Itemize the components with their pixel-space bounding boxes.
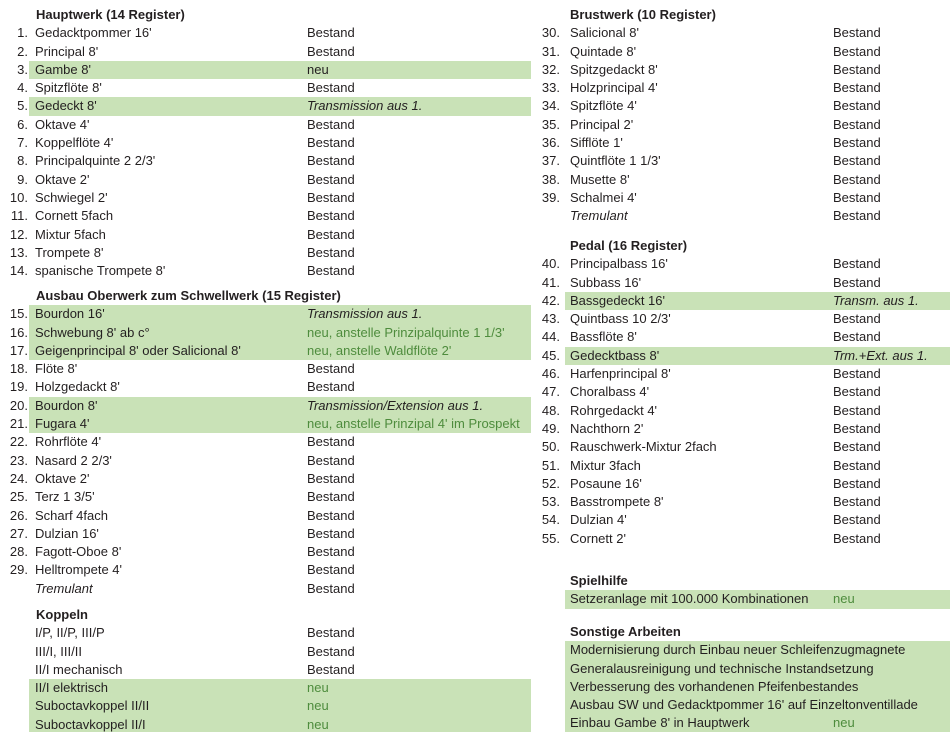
register-row (0, 305, 531, 323)
register-status: Bestand (833, 116, 881, 132)
register-number: 9. (17, 171, 28, 187)
register-status: Bestand (833, 256, 881, 272)
register-row (536, 347, 950, 365)
register-status: Bestand (307, 507, 355, 523)
register-name: Einbau Gambe 8' in Hauptwerk (570, 715, 750, 731)
register-number: 29. (9, 562, 28, 578)
register-name: I/P, II/P, III/P (35, 625, 105, 641)
register-number: 7. (17, 135, 28, 151)
register-row (0, 116, 531, 134)
register-number: 16. (9, 324, 28, 340)
register-status: Bestand (307, 379, 355, 395)
register-status: Bestand (307, 189, 355, 205)
register-name: II/I mechanisch (35, 661, 123, 677)
register-row (0, 507, 531, 525)
section-koppeln (0, 606, 531, 732)
register-name: Cornett 2' (570, 530, 626, 546)
register-status: Bestand (833, 171, 881, 187)
register-number: 11. (10, 208, 28, 224)
register-row (536, 438, 950, 456)
register-number: 39. (541, 189, 560, 205)
register-status: Bestand (307, 580, 355, 596)
register-name: Koppelflöte 4' (35, 135, 114, 151)
register-number: 6. (17, 116, 28, 132)
register-row (0, 643, 531, 661)
register-status: Bestand (833, 402, 881, 418)
register-number: 19. (9, 379, 28, 395)
register-row (536, 678, 950, 696)
register-row (0, 624, 531, 642)
register-number: 21. (9, 416, 28, 432)
register-name: Nachthorn 2' (570, 420, 644, 436)
section-title: Sonstige Arbeiten (570, 624, 681, 639)
register-status: Bestand (307, 244, 355, 260)
register-row (0, 342, 531, 360)
register-row (536, 328, 950, 346)
register-number: 14. (9, 263, 28, 279)
register-name: Tremulant (570, 208, 628, 224)
register-status: Bestand (307, 452, 355, 468)
register-status: Bestand (307, 208, 355, 224)
register-row (536, 24, 950, 42)
register-status: Bestand (833, 25, 881, 41)
register-status: Bestand (833, 329, 881, 345)
register-row (0, 679, 531, 697)
register-number: 13. (9, 244, 28, 260)
register-name: Bassflöte 8' (570, 329, 637, 345)
register-name: Geigenprincipal 8' oder Salicional 8' (35, 342, 241, 358)
register-status: Bestand (833, 311, 881, 327)
register-status: Bestand (307, 470, 355, 486)
register-name: Harfenprincipal 8' (570, 366, 671, 382)
register-status: Trm.+Ext. aus 1. (833, 347, 928, 363)
register-status: Transmission aus 1. (307, 306, 423, 322)
register-status: Bestand (833, 135, 881, 151)
register-status: Bestand (833, 61, 881, 77)
register-row (0, 397, 531, 415)
register-row (0, 207, 531, 225)
register-number: 41. (541, 274, 560, 290)
register-name: Salicional 8' (570, 25, 639, 41)
register-row (536, 79, 950, 97)
register-row (536, 310, 950, 328)
section-ausbau-schwellwerk (0, 287, 531, 598)
register-name: Principalbass 16' (570, 256, 668, 272)
row-highlight (29, 97, 531, 115)
register-row (536, 493, 950, 511)
register-status: Bestand (307, 226, 355, 242)
register-row (536, 43, 950, 61)
register-number: 55. (541, 530, 560, 546)
column-right (536, 0, 950, 732)
section-title: Pedal (16 Register) (570, 238, 688, 253)
register-name: Holzprincipal 4' (570, 80, 658, 96)
register-name: Cornett 5fach (35, 208, 114, 224)
register-number: 2. (17, 43, 28, 59)
register-row (0, 452, 531, 470)
register-row (536, 171, 950, 189)
register-status: neu (307, 61, 329, 77)
register-number: 5. (17, 98, 28, 114)
register-name: Generalausreinigung und technische Instandsetzung (570, 660, 874, 676)
register-number: 15. (9, 306, 28, 322)
register-status: Bestand (307, 361, 355, 377)
register-name: Subbass 16' (570, 274, 642, 290)
register-number: 10. (9, 189, 28, 205)
register-name: Tremulant (35, 580, 93, 596)
register-name: Oktave 2' (35, 470, 90, 486)
register-number: 3. (17, 61, 28, 77)
register-status: Bestand (307, 116, 355, 132)
register-status: Bestand (307, 25, 355, 41)
register-name: Bassgedeckt 16' (570, 292, 665, 308)
register-status: neu (307, 698, 329, 714)
row-highlight (29, 61, 531, 79)
register-row (0, 171, 531, 189)
register-row (0, 79, 531, 97)
register-status: Transmission aus 1. (307, 98, 423, 114)
register-row (0, 24, 531, 42)
section-title: Ausbau Oberwerk zum Schwellwerk (15 Register) (36, 288, 341, 303)
register-row (0, 661, 531, 679)
register-status: Bestand (833, 457, 881, 473)
register-name: Suboctavkoppel II/II (35, 698, 150, 714)
register-status: Transm. aus 1. (833, 292, 919, 308)
register-number: 36. (541, 135, 560, 151)
register-number: 49. (541, 420, 560, 436)
register-name: Ausbau SW und Gedacktpommer 16' auf Einzeltonventillade (570, 697, 918, 713)
register-row (0, 152, 531, 170)
register-row (0, 244, 531, 262)
register-status: Transmission/Extension aus 1. (307, 397, 484, 413)
section-heading-brustwerk (536, 6, 950, 24)
section-pedal (536, 237, 950, 548)
register-name: Quintade 8' (570, 43, 637, 59)
register-name: Schwiegel 2' (35, 189, 108, 205)
register-name: Principalquinte 2 2/3' (35, 153, 156, 169)
register-number: 18. (9, 361, 28, 377)
register-number: 37. (541, 153, 560, 169)
section-heading-hauptwerk (0, 6, 531, 24)
register-number: 53. (541, 494, 560, 510)
register-name: Bourdon 8' (35, 397, 98, 413)
register-row (536, 152, 950, 170)
register-status: Bestand (307, 625, 355, 641)
register-row (536, 696, 950, 714)
register-name: Principal 8' (35, 43, 99, 59)
register-status: Bestand (307, 562, 355, 578)
register-name: Suboctavkoppel II/I (35, 716, 146, 732)
register-status: Bestand (307, 80, 355, 96)
register-row (536, 189, 950, 207)
register-row (0, 580, 531, 598)
register-status: neu (307, 716, 329, 732)
register-row (0, 226, 531, 244)
register-name: Setzeranlage mit 100.000 Kombinationen (570, 591, 809, 607)
register-number: 38. (541, 171, 560, 187)
register-row (536, 97, 950, 115)
register-name: Quintbass 10 2/3' (570, 311, 671, 327)
register-name: Choralbass 4' (570, 384, 650, 400)
register-status: Bestand (833, 420, 881, 436)
register-row (0, 543, 531, 561)
register-name: Fugara 4' (35, 416, 90, 432)
register-row (0, 488, 531, 506)
register-name: spanische Trompete 8' (35, 263, 166, 279)
register-row (536, 714, 950, 732)
register-name: Gambe 8' (35, 61, 91, 77)
register-status: Bestand (307, 43, 355, 59)
register-number: 30. (541, 25, 560, 41)
section-title: Spielhilfe (570, 573, 628, 588)
register-name: III/I, III/II (35, 643, 82, 659)
register-status: neu (307, 680, 329, 696)
register-status: neu, anstelle Prinzipalquinte 1 1/3' (307, 324, 505, 340)
register-name: Rauschwerk-Mixtur 2fach (570, 439, 717, 455)
register-status: Bestand (833, 439, 881, 455)
register-row (536, 207, 950, 225)
register-name: Sifflöte 1' (570, 135, 623, 151)
register-row (0, 189, 531, 207)
register-row (0, 716, 531, 732)
register-status: neu, anstelle Prinzipal 4' im Prospekt (307, 416, 520, 432)
register-status: Bestand (833, 43, 881, 59)
register-status: Bestand (833, 475, 881, 491)
section-heading-spielhilfe (536, 572, 950, 590)
register-name: Nasard 2 2/3' (35, 452, 112, 468)
register-number: 52. (541, 475, 560, 491)
register-row (536, 402, 950, 420)
register-number: 23. (9, 452, 28, 468)
section-heading-koppeln (0, 606, 531, 624)
register-number: 27. (9, 525, 28, 541)
register-status: Bestand (833, 153, 881, 169)
register-status: Bestand (307, 544, 355, 560)
register-name: Rohrgedackt 4' (570, 402, 658, 418)
register-number: 45. (541, 347, 560, 363)
register-number: 24. (9, 470, 28, 486)
register-row (0, 525, 531, 543)
register-row (536, 292, 950, 310)
register-status: Bestand (307, 153, 355, 169)
register-status: Bestand (833, 494, 881, 510)
register-number: 48. (541, 402, 560, 418)
register-name: Verbesserung des vorhandenen Pfeifenbestandes (570, 678, 859, 694)
register-row (536, 530, 950, 548)
register-row (0, 470, 531, 488)
register-status: Bestand (307, 434, 355, 450)
register-name: Spitzflöte 8' (35, 80, 102, 96)
register-number: 34. (541, 98, 560, 114)
register-row (0, 134, 531, 152)
register-status: Bestand (833, 274, 881, 290)
register-name: Schalmei 4' (570, 189, 637, 205)
register-row (536, 475, 950, 493)
register-name: Mixtur 5fach (35, 226, 106, 242)
register-name: Schwebung 8' ab c° (35, 324, 150, 340)
register-status: Bestand (833, 530, 881, 546)
register-row (536, 116, 950, 134)
register-name: Basstrompete 8' (570, 494, 664, 510)
register-number: 26. (9, 507, 28, 523)
register-name: Bourdon 16' (35, 306, 105, 322)
register-row (0, 324, 531, 342)
register-name: Oktave 2' (35, 171, 90, 187)
section-heading-pedal (536, 237, 950, 255)
register-name: Flöte 8' (35, 361, 78, 377)
section-spielhilfe (536, 572, 950, 609)
register-status: Bestand (833, 208, 881, 224)
register-status: Bestand (833, 366, 881, 382)
register-name: Dulzian 4' (570, 512, 627, 528)
register-status: Bestand (833, 512, 881, 528)
register-row (0, 378, 531, 396)
register-name: II/I elektrisch (35, 680, 108, 696)
register-name: Posaune 16' (570, 475, 642, 491)
register-row (0, 43, 531, 61)
register-name: Trompete 8' (35, 244, 104, 260)
register-status: Bestand (307, 661, 355, 677)
register-row (536, 641, 950, 659)
register-name: Oktave 4' (35, 116, 90, 132)
register-number: 42. (541, 292, 560, 308)
register-number: 4. (17, 80, 28, 96)
register-name: Quintflöte 1 1/3' (570, 153, 661, 169)
register-number: 8. (17, 153, 28, 169)
register-number: 22. (9, 434, 28, 450)
register-number: 12. (9, 226, 28, 242)
register-name: Principal 2' (570, 116, 634, 132)
register-number: 1. (17, 25, 28, 41)
register-name: Terz 1 3/5' (35, 489, 95, 505)
register-number: 43. (541, 311, 560, 327)
register-row (0, 697, 531, 715)
register-status: Bestand (833, 384, 881, 400)
register-row (536, 420, 950, 438)
register-status: Bestand (307, 643, 355, 659)
register-name: Gedecktbass 8' (570, 347, 660, 363)
register-name: Spitzflöte 4' (570, 98, 637, 114)
register-row (0, 97, 531, 115)
register-name: Helltrompete 4' (35, 562, 123, 578)
register-number: 17. (9, 342, 28, 358)
register-name: Spitzgedackt 8' (570, 61, 658, 77)
register-number: 25. (9, 489, 28, 505)
register-name: Gedacktpommer 16' (35, 25, 152, 41)
register-row (536, 255, 950, 273)
register-status: Bestand (307, 171, 355, 187)
register-status: Bestand (833, 189, 881, 205)
register-number: 20. (9, 397, 28, 413)
register-number: 47. (541, 384, 560, 400)
register-number: 46. (541, 366, 560, 382)
register-row (536, 61, 950, 79)
register-number: 50. (541, 439, 560, 455)
register-row (0, 360, 531, 378)
register-status: Bestand (307, 489, 355, 505)
register-row (0, 262, 531, 280)
register-name: Modernisierung durch Einbau neuer Schleifenzugmagnete (570, 642, 906, 658)
register-name: Holzgedackt 8' (35, 379, 120, 395)
register-row (0, 433, 531, 451)
register-name: Mixtur 3fach (570, 457, 641, 473)
section-brustwerk (536, 6, 950, 226)
register-status: neu (833, 715, 855, 731)
register-number: 44. (541, 329, 560, 345)
register-name: Gedeckt 8' (35, 98, 97, 114)
register-number: 35. (541, 116, 560, 132)
register-row (0, 415, 531, 433)
register-number: 28. (9, 544, 28, 560)
register-row (0, 61, 531, 79)
section-title: Hauptwerk (14 Register) (36, 7, 185, 22)
register-name: Musette 8' (570, 171, 630, 187)
register-row (536, 457, 950, 475)
register-number: 54. (541, 512, 560, 528)
register-name: Fagott-Oboe 8' (35, 544, 122, 560)
register-number: 33. (541, 80, 560, 96)
register-row (0, 561, 531, 579)
register-row (536, 365, 950, 383)
register-number: 51. (541, 457, 560, 473)
register-row (536, 134, 950, 152)
register-name: Rohrflöte 4' (35, 434, 102, 450)
section-heading-sonstige-arbeiten (536, 623, 950, 641)
register-status: Bestand (307, 525, 355, 541)
register-number: 40. (541, 256, 560, 272)
register-row (536, 511, 950, 529)
register-number: 32. (541, 61, 560, 77)
register-name: Scharf 4fach (35, 507, 108, 523)
register-row (536, 660, 950, 678)
register-status: Bestand (307, 135, 355, 151)
register-row (536, 383, 950, 401)
section-hauptwerk (0, 6, 531, 280)
register-status: Bestand (833, 80, 881, 96)
register-row (536, 590, 950, 608)
register-number: 31. (541, 43, 560, 59)
register-row (536, 274, 950, 292)
section-sonstige-arbeiten (536, 623, 950, 732)
section-title: Brustwerk (10 Register) (570, 7, 716, 22)
register-status: Bestand (307, 263, 355, 279)
section-heading-ausbau-schwellwerk (0, 287, 531, 305)
register-status: neu (833, 591, 855, 607)
register-status: neu, anstelle Waldflöte 2' (307, 342, 452, 358)
section-title: Koppeln (36, 607, 88, 622)
register-status: Bestand (833, 98, 881, 114)
register-name: Dulzian 16' (35, 525, 99, 541)
